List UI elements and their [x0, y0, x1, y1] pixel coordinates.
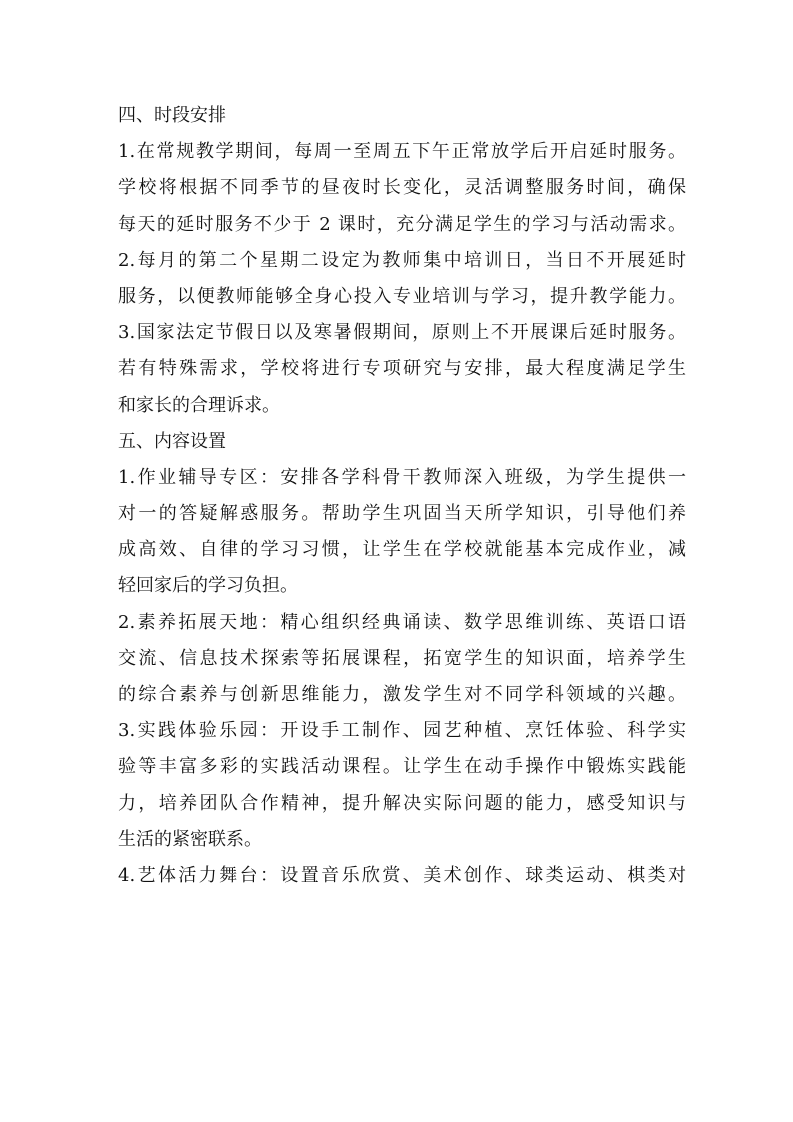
paragraph-line: 若有特殊需求，学校将进行专项研究与安排，最大程度满足学生 [118, 358, 686, 380]
paragraph-line: 1.作业辅导专区：安排各学科骨干教师深入班级，为学生提供一 [118, 466, 686, 488]
paragraph-line: 验等丰富多彩的实践活动课程。让学生在动手操作中锻炼实践能 [118, 756, 686, 778]
paragraph-line: 学校将根据不同季节的昼夜时长变化，灵活调整服务时间，确保 [118, 177, 686, 199]
paragraph-line: 3.实践体验乐园：开设手工制作、园艺种植、烹饪体验、科学实 [118, 720, 686, 742]
paragraph-line: 交流、信息技术探索等拓展课程，拓宽学生的知识面，培养学生 [118, 647, 686, 669]
paragraph-line: 1.在常规教学期间，每周一至周五下午正常放学后开启延时服务。 [118, 141, 686, 163]
paragraph-line: 每天的延时服务不少于 2 课时，充分满足学生的学习与活动需求。 [118, 213, 686, 235]
document-body [118, 98, 686, 894]
paragraph-line: 力，培养团队合作精神，提升解决实际问题的能力，感受知识与 [118, 792, 686, 814]
paragraph-line: 轻回家后的学习负担。 [118, 575, 298, 597]
section-heading-schedule: 四、时段安排 [118, 105, 226, 126]
paragraph-line: 生活的紧密联系。 [118, 828, 262, 850]
paragraph-line: 3.国家法定节假日以及寒暑假期间，原则上不开展课后延时服务。 [118, 322, 686, 344]
paragraph-line: 2.素养拓展天地：精心组织经典诵读、数学思维训练、英语口语 [118, 611, 686, 633]
section-heading-content: 五、内容设置 [118, 430, 226, 452]
paragraph-line: 的综合素养与创新思维能力，激发学生对不同学科领域的兴趣。 [118, 684, 686, 705]
paragraph-line: 4.艺体活力舞台：设置音乐欣赏、美术创作、球类运动、棋类对 [118, 864, 686, 886]
paragraph-line: 服务，以便教师能够全身心投入专业培训与学习，提升教学能力。 [118, 285, 686, 307]
paragraph-line: 2.每月的第二个星期二设定为教师集中培训日，当日不开展延时 [118, 249, 686, 271]
paragraph-line: 对一的答疑解惑服务。帮助学生巩固当天所学知识，引导他们养 [118, 503, 686, 525]
paragraph-line: 和家长的合理诉求。 [118, 394, 280, 416]
paragraph-line: 成高效、自律的学习习惯，让学生在学校就能基本完成作业，减 [118, 539, 686, 561]
